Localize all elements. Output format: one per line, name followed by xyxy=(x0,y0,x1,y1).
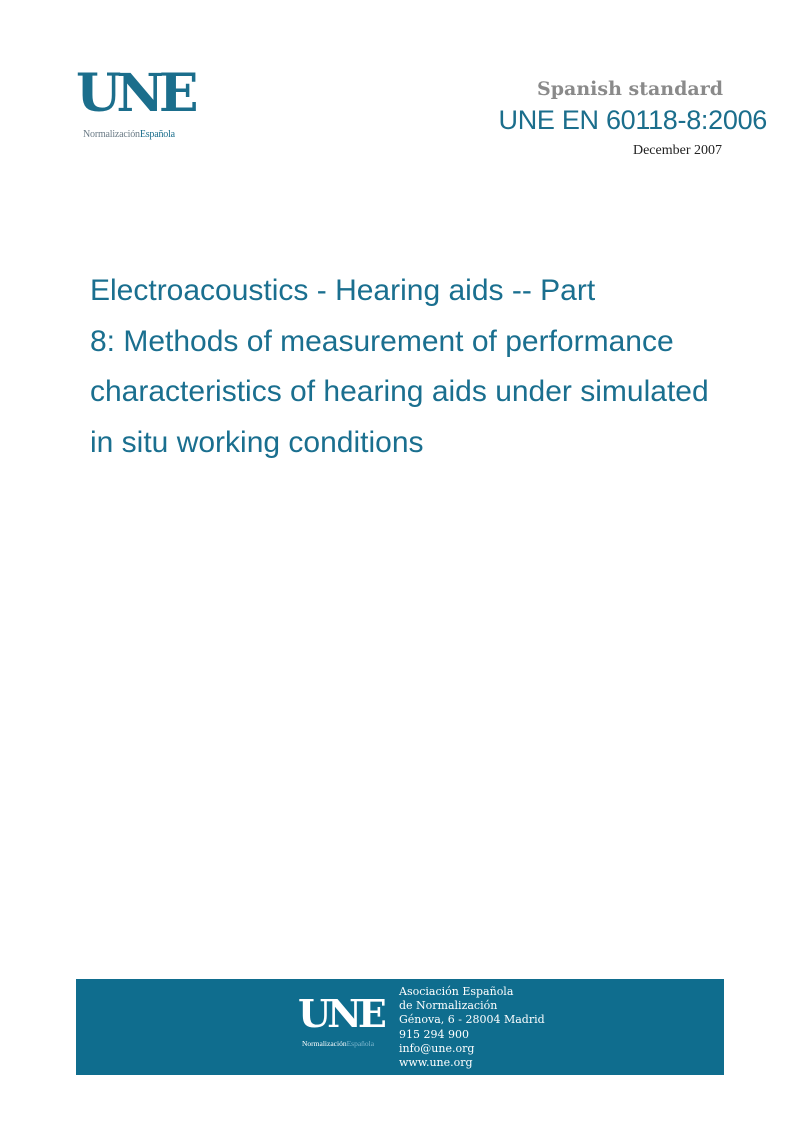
logo-tagline xyxy=(83,129,175,140)
logo-tagline-espanola: Española xyxy=(139,129,175,140)
org-phone: 915 294 900 xyxy=(399,1027,469,1041)
logo-wordmark: UNE xyxy=(76,63,194,124)
logo-tagline-normalizacion: Normalización xyxy=(83,129,140,140)
title-line: in situ working conditions xyxy=(90,425,424,459)
org-name-line2: de Normalización xyxy=(399,999,498,1013)
title-line: 8: Methods of measurement of performance xyxy=(90,324,674,358)
org-website-link[interactable]: www.une.org xyxy=(399,1056,473,1070)
document-title xyxy=(90,266,770,468)
footer-logo-tagline xyxy=(302,1039,374,1048)
footer-une-logo xyxy=(298,991,388,1051)
org-address: Génova, 6 - 28004 Madrid xyxy=(399,1013,545,1027)
footer-band xyxy=(76,979,724,1075)
publication-date: December 2007 xyxy=(632,143,722,158)
title-line: Electroacoustics - Hearing aids -- Part xyxy=(90,274,596,307)
footer-tagline-espanola: Española xyxy=(346,1039,375,1048)
standard-code: UNE EN 60118-8:2006 xyxy=(498,105,767,135)
footer-logo-wordmark: UNE xyxy=(298,991,383,1036)
title-line: characteristics of hearing aids under simulated xyxy=(90,375,709,408)
footer-tagline-normalizacion: Normalización xyxy=(302,1039,347,1048)
une-logo xyxy=(76,63,194,144)
contact-block xyxy=(399,985,545,1070)
org-email-link[interactable]: info@une.org xyxy=(399,1041,475,1055)
document-type-label: Spanish standard xyxy=(537,78,723,100)
org-name-line1: Asociación Española xyxy=(399,985,514,998)
